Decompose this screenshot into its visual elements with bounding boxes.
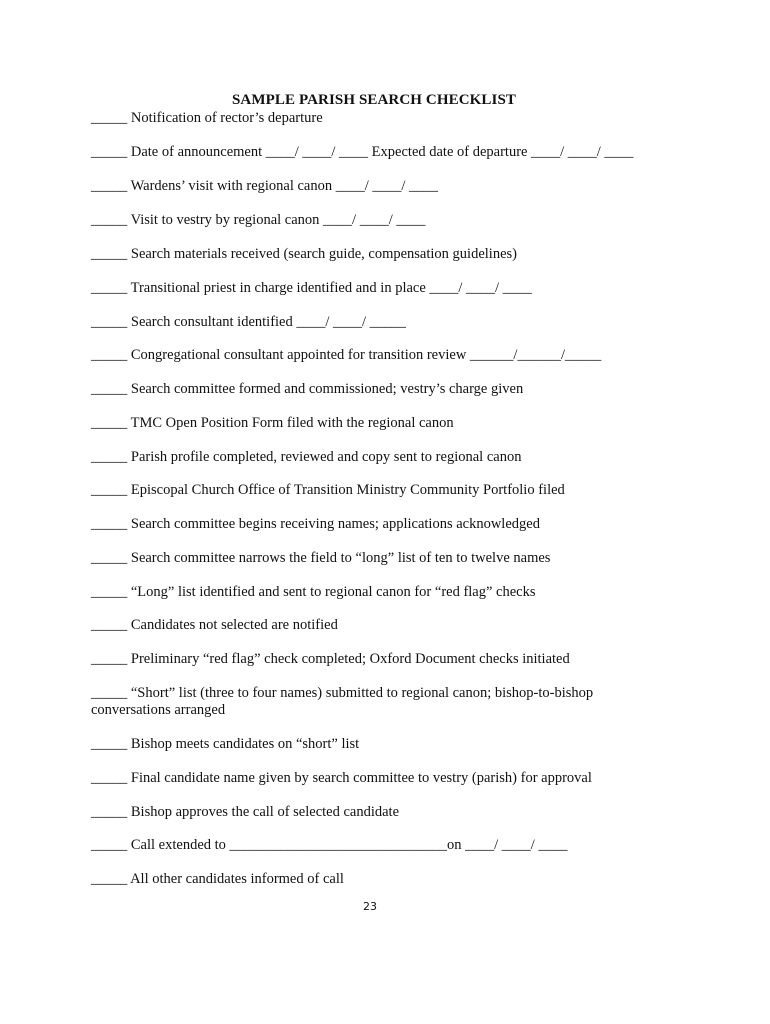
- checklist-item: _____ Bishop approves the call of selected candidate: [91, 804, 400, 820]
- checklist-item: _____ Search committee begins receiving names; applications acknowledged: [91, 516, 540, 532]
- checklist-item: _____ Candidates not selected are notified: [91, 617, 338, 633]
- checklist-item: _____ TMC Open Position Form filed with the regional canon: [91, 415, 454, 431]
- checklist-item: _____ All other candidates informed of call: [91, 871, 344, 887]
- checklist-item: _____ Preliminary “red flag” check completed; Oxford Document checks initiated: [91, 651, 570, 667]
- checklist-item: _____ Call extended to ______________________________on ____/ ____/ ____: [91, 837, 568, 853]
- checklist-item: _____ “Short” list (three to four names) submitted to regional canon; bishop-to-bishop conversations arranged: [91, 685, 597, 718]
- checklist-item: _____ Transitional priest in charge identified and in place ____/ ____/ ____: [91, 280, 532, 296]
- checklist-item: _____ Date of announcement ____/ ____/ ____ Expected date of departure ____/ ____/ ____: [91, 144, 634, 160]
- checklist-title: SAMPLE PARISH SEARCH CHECKLIST: [231, 92, 517, 108]
- checklist-item: _____ Notification of rector’s departure: [91, 110, 323, 126]
- checklist-item: _____ Search consultant identified ____/ ____/ _____: [91, 314, 406, 330]
- checklist-item: _____ Search committee formed and commissioned; vestry’s charge given: [91, 381, 524, 397]
- checklist-item: _____ Episcopal Church Office of Transition Ministry Community Portfolio filed: [91, 482, 565, 498]
- checklist-item: _____ Search committee narrows the field to “long” list of ten to twelve names: [91, 550, 551, 566]
- checklist-item: _____ Parish profile completed, reviewed and copy sent to regional canon: [91, 449, 522, 465]
- checklist-item: _____ Search materials received (search guide, compensation guidelines): [91, 246, 517, 262]
- checklist-item: _____ Visit to vestry by regional canon ____/ ____/ ____: [91, 212, 426, 228]
- page-number: 23: [363, 900, 377, 913]
- checklist-item: _____ Congregational consultant appointed for transition review ______/______/_____: [91, 347, 602, 363]
- checklist-item: _____ Bishop meets candidates on “short” list: [91, 736, 360, 752]
- checklist-item: _____ “Long” list identified and sent to regional canon for “red flag” checks: [91, 584, 536, 600]
- checklist-item: _____ Final candidate name given by search committee to vestry (parish) for approval: [91, 770, 592, 786]
- checklist-item: _____ Wardens’ visit with regional canon ____/ ____/ ____: [91, 178, 439, 194]
